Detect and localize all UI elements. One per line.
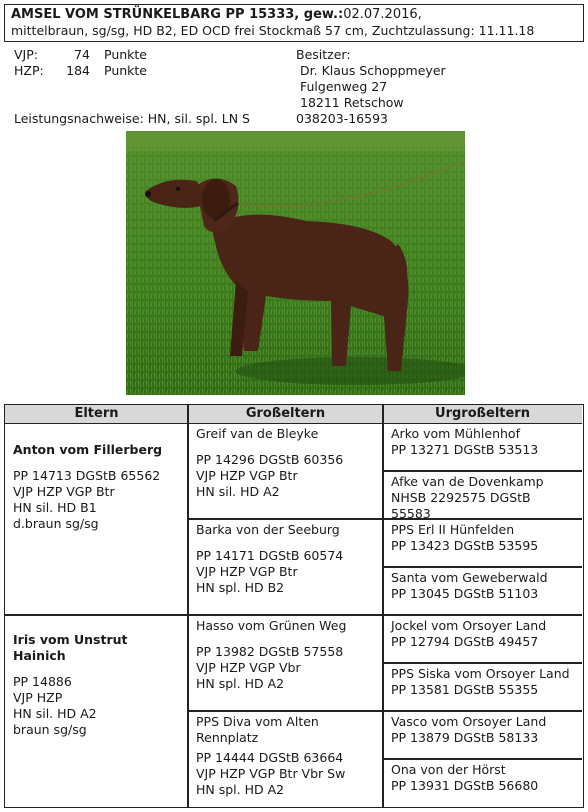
great-grandparent-name: Santa vom Geweberwald (391, 570, 548, 585)
great-grandparent-info: PP 13931 DGStB 56680 (391, 778, 539, 793)
grandparent-info: HN spl. HD B2 (196, 580, 285, 595)
grandparent-info: PP 14296 DGStB 60356 (196, 452, 344, 467)
hzp-label: HZP: (14, 63, 44, 78)
dog-birthdate: 02.07.2016, (343, 7, 422, 22)
great-grandparent-name: Vasco vom Orsoyer Land (391, 714, 547, 729)
hzp-value: 184 (66, 63, 90, 78)
header-grosseltern: Großeltern (188, 405, 383, 424)
parent-info: VJP HZP VGP Btr (13, 484, 115, 499)
header-eltern: Eltern (5, 405, 188, 424)
great-grandparent-info: NHSB 2292575 DGStB 55583 (391, 490, 531, 521)
great-grandparent-name: PPS Siska vom Orsoyer Land (391, 666, 570, 681)
grandparent-info: VJP HZP VGP Btr Vbr Sw (196, 766, 346, 781)
great-grandparent-info: PP 12794 DGStB 49457 (391, 634, 539, 649)
great-grandparent-info: PP 13045 DGStB 51103 (391, 586, 539, 601)
vjp-row (14, 47, 147, 63)
grandparent-info: PP 14171 DGStB 60574 (196, 548, 344, 563)
vjp-label: VJP: (14, 47, 38, 62)
dog-title (11, 7, 577, 23)
parent-info: HN sil. HD B1 (13, 500, 97, 515)
grandparent-info: VJP HZP VGP Btr (196, 564, 298, 579)
parent-name: Anton vom Fillerberg (13, 442, 163, 457)
dog-details: mittelbraun, sg/sg, HD B2, ED OCD frei Stockmaß 57 cm, Zuchtzulassung: 11.11.18 (11, 23, 535, 38)
great-grandparent-info: PP 13423 DGStB 53595 (391, 538, 539, 553)
dog-photo (126, 131, 465, 395)
dog-title-box (4, 4, 584, 42)
great-grandparent (383, 760, 582, 796)
great-grandparent-name: Ona von der Hörst (391, 762, 506, 777)
parent-info: VJP HZP (13, 690, 63, 705)
grandparent (188, 520, 382, 598)
grandparent-name: PPS Diva vom Alten Rennplatz (196, 714, 319, 745)
great-grandparent-name: Afke van de Dovenkamp (391, 474, 544, 489)
grandparent-name: Barka von der Seeburg (196, 522, 340, 537)
parent-info: d.braun sg/sg (13, 516, 99, 531)
grandparent (188, 712, 382, 800)
grandparent-info: HN spl. HD A2 (196, 782, 285, 797)
great-grandparent-info: PP 13879 DGStB 58133 (391, 730, 539, 745)
vjp-value: 74 (74, 47, 90, 62)
grandparent-info: VJP HZP VGP Vbr (196, 660, 301, 675)
grandparent (188, 424, 382, 502)
parent-name: Iris vom Unstrut Hainich (13, 632, 128, 663)
grandparent-info: HN sil. HD A2 (196, 484, 280, 499)
hzp-unit: Punkte (104, 63, 147, 78)
great-grandparent (383, 568, 582, 604)
great-grandparent-info: PP 13581 DGStB 55355 (391, 682, 539, 697)
parent-dam (5, 630, 187, 740)
header-urgrosseltern: Urgroßeltern (383, 405, 582, 424)
owner-phone: 038203-16593 (296, 111, 388, 126)
great-grandparent (383, 424, 582, 460)
owner-street: Fulgenweg 27 (300, 79, 388, 94)
parent-info: braun sg/sg (13, 722, 87, 737)
great-grandparent-name: PPS Erl II Hünfelden (391, 522, 515, 537)
parent-info: PP 14886 (13, 674, 72, 689)
great-grandparent (383, 520, 582, 556)
great-grandparent (383, 472, 582, 524)
owner-city: 18211 Retschow (300, 95, 404, 110)
grandparent-info: PP 13982 DGStB 57558 (196, 644, 344, 659)
owner-label: Besitzer: (296, 47, 351, 62)
grandparent-info: PP 14444 DGStB 63664 (196, 750, 344, 765)
great-grandparent-name: Arko vom Mühlenhof (391, 426, 520, 441)
great-grandparent (383, 712, 582, 748)
parent-info: HN sil. HD A2 (13, 706, 97, 721)
vjp-unit: Punkte (104, 47, 147, 62)
great-grandparent-name: Jockel vom Orsoyer Land (391, 618, 547, 633)
owner-name: Dr. Klaus Schoppmeyer (300, 63, 446, 78)
great-grandparent (383, 616, 582, 652)
great-grandparent (383, 664, 582, 700)
info-block (14, 47, 574, 127)
grandparent-name: Hasso vom Grünen Weg (196, 618, 347, 633)
grandparent (188, 616, 382, 694)
parent-info: PP 14713 DGStB 65562 (13, 468, 161, 483)
grandparent-info: HN spl. HD A2 (196, 676, 285, 691)
dog-photo-graphic (126, 131, 465, 395)
hzp-row (14, 63, 147, 79)
leistungsnachweise: Leistungsnachweise: HN, sil. spl. LN S (14, 111, 250, 126)
owner-block (296, 47, 446, 127)
grandparent-info: VJP HZP VGP Btr (196, 468, 298, 483)
great-grandparent-info: PP 13271 DGStB 53513 (391, 442, 539, 457)
dog-name-reg: AMSEL VOM STRÜNKELBARG PP 15333, gew.: (11, 7, 344, 22)
parent-sire (5, 440, 187, 534)
pedigree-table (4, 404, 584, 808)
grandparent-name: Greif van de Bleyke (196, 426, 319, 441)
